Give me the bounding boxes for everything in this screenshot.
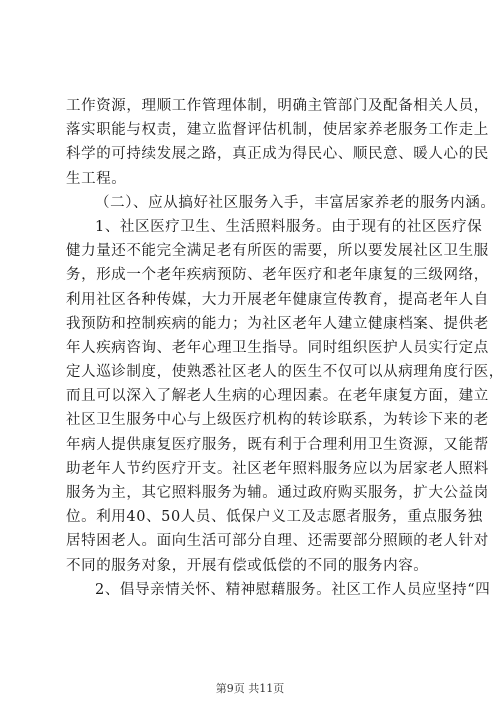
paragraph-medical-care <box>66 215 504 578</box>
text-line: 而且可以深入了解老人生病的心理因素。在老年康复方面，建立 <box>66 388 489 405</box>
text-line: 落实职能与权责，建立监督评估机制，使居家养老服务工作走上 <box>66 122 489 139</box>
text-line: 我预防和控制疾病的能力；为社区老年人建立健康档案、提供老 <box>66 315 489 332</box>
text-line: 社区卫生服务中心与上级医疗机构的转诊联系，为转诊下来的老 <box>66 412 489 429</box>
text-line: （二）、应从搞好社区服务入手，丰富居家养老的服务内涵。 <box>95 194 496 211</box>
text-line: 工作资源，理顺工作管理体制，明确主管部门及配备相关人员， <box>66 98 489 114</box>
text-line: 2、倡导亲情关怀、精神慰藉服务。社区工作人员应坚持“四 <box>95 581 491 598</box>
text-line: 1、社区医疗卫生、生活照料服务。由于现有的社区医疗保 <box>95 218 483 235</box>
text-line: 生工程。 <box>66 170 127 187</box>
text-line: 务，形成一个老年疾病预防、老年医疗和老年康复的三级网络， <box>66 267 489 284</box>
text-line: 服务为主，其它照料服务为辅。通过政府购买服务，扩大公益岗 <box>66 485 489 501</box>
text-line: 居特困老人。面向生活可部分自理、还需要部分照顾的老人针对 <box>66 533 489 550</box>
text-line: 位。利用40、50人员、低保户义工及志愿者服务，重点服务独 <box>66 509 483 526</box>
text-line: 不同的服务对象，开展有偿或低偿的不同的服务内容。 <box>66 557 429 574</box>
text-line: 利用社区各种传媒，大力开展老年健康宣传教育，提高老年人自 <box>66 291 489 308</box>
page-number-footer: 第9页 共11页 <box>215 682 285 695</box>
text-line: 健力量还不能完全满足老有所医的需要，所以要发展社区卫生服 <box>66 243 489 260</box>
text-line: 定人巡诊制度，使熟悉社区老人的医生不仅可以从病理角度行医， <box>66 364 504 381</box>
text-line: 年病人提供康复医疗服务，既有利于合理利用卫生资源，又能帮 <box>66 436 489 453</box>
document-body <box>66 94 504 602</box>
paragraph-continuation <box>66 94 489 191</box>
text-line: 科学的可持续发展之路，真正成为得民心、顺民意、暖人心的民 <box>66 146 489 163</box>
text-line: 年人疾病咨询、老年心理卫生指导。同时组织医护人员实行定点 <box>66 339 489 356</box>
paragraph-spiritual-care <box>66 578 491 602</box>
section-heading <box>66 191 496 215</box>
text-line: 助老年人节约医疗开支。社区老年照料服务应以为居家老人照料 <box>66 460 489 477</box>
